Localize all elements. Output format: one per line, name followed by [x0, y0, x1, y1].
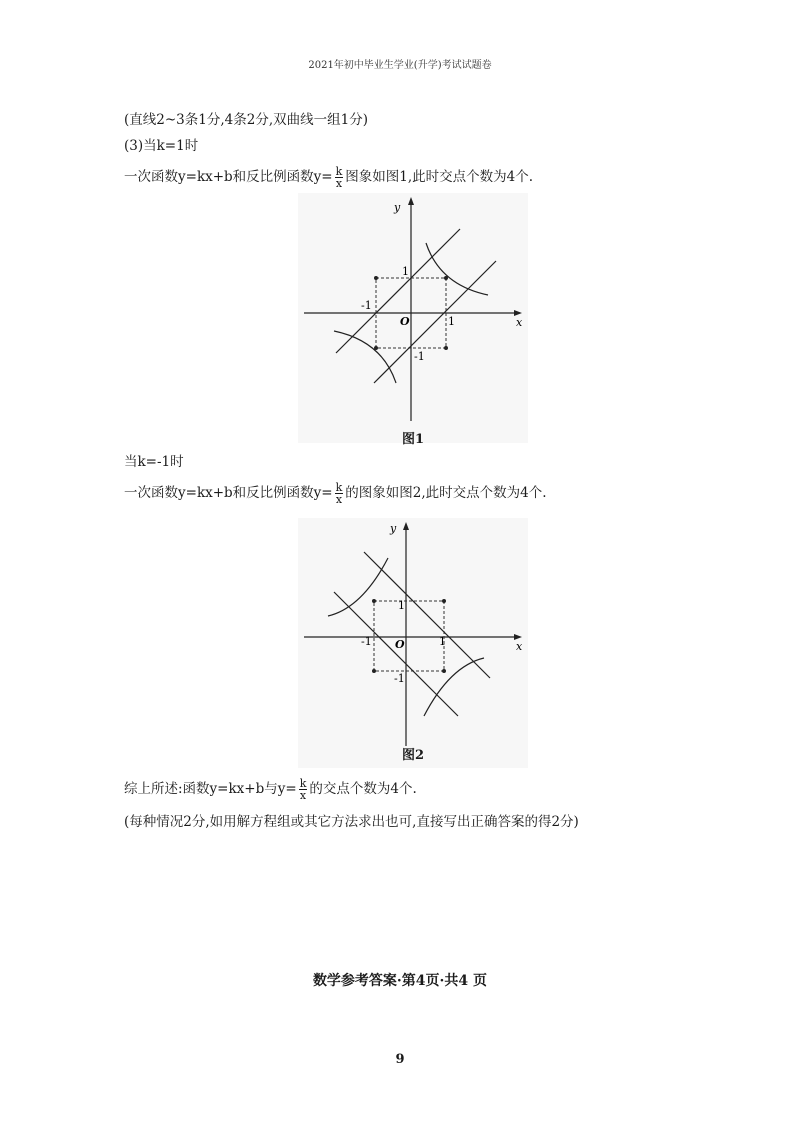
case-1-suffix: 图象如图1,此时交点个数为4个.: [345, 169, 534, 185]
case-2-prefix: 一次函数y=kx+b和反比例函数y=: [124, 485, 333, 501]
fraction-denominator: x: [335, 177, 343, 190]
case-k-equals-neg1: 当k=-1时: [124, 454, 184, 470]
page-number: 9: [395, 1052, 405, 1067]
figure-1-caption: 图1: [402, 432, 425, 447]
fig2-axis-y: y: [390, 522, 397, 535]
fig2-tick-x-1: 1: [439, 635, 446, 648]
case-1-prefix: 一次函数y=kx+b和反比例函数y=: [124, 169, 333, 185]
figure-2: [298, 518, 528, 768]
conclusion-suffix: 的交点个数为4个.: [309, 781, 417, 797]
figure-1-graph: [298, 193, 528, 443]
figure-1: [298, 193, 528, 443]
fig1-axis-x: x: [516, 316, 523, 329]
case-2-suffix: 的图象如图2,此时交点个数为4个.: [345, 485, 547, 501]
figure-2-caption: 图2: [402, 748, 425, 763]
fig1-tick-x-1: 1: [448, 315, 455, 328]
fraction-denominator: x: [299, 789, 307, 802]
case-1-statement: [124, 166, 533, 189]
fraction-denominator: x: [335, 493, 343, 506]
fraction-numerator: k: [335, 165, 343, 178]
scoring-note-2: (每种情况2分,如用解方程组或其它方法求出也可,直接写出正确答案的得2分): [124, 814, 579, 830]
figure-2-graph: [298, 518, 528, 768]
page-header: 2021年初中毕业生学业(升学)考试试题卷: [308, 60, 492, 71]
fig1-tick-y-neg1: -1: [414, 350, 425, 363]
fig1-tick-y-1: 1: [402, 265, 409, 278]
fig2-tick-y-1: 1: [398, 599, 405, 612]
fraction-k-over-x: [299, 778, 308, 801]
fig2-tick-x-neg1: -1: [361, 635, 372, 648]
fig2-axis-x: x: [516, 640, 523, 653]
conclusion: [124, 778, 417, 801]
fig1-axis-y: y: [394, 201, 401, 214]
fig1-tick-x-neg1: -1: [361, 299, 372, 312]
fig1-origin: O: [400, 315, 410, 328]
case-2-statement: [124, 482, 547, 505]
fig2-tick-y-neg1: -1: [394, 672, 405, 685]
conclusion-prefix: 综上所述:函数y=kx+b与y=: [124, 781, 297, 797]
page-footer: 数学参考答案·第4页·共4 页: [312, 973, 488, 989]
case-k-equals-1: (3)当k=1时: [124, 138, 199, 154]
fraction-k-over-x: [335, 482, 344, 505]
fraction-numerator: k: [299, 777, 307, 790]
fraction-k-over-x: [335, 166, 344, 189]
fig2-origin: O: [395, 638, 405, 651]
fraction-numerator: k: [335, 481, 343, 494]
scoring-note-1: (直线2~3条1分,4条2分,双曲线一组1分): [124, 112, 368, 128]
